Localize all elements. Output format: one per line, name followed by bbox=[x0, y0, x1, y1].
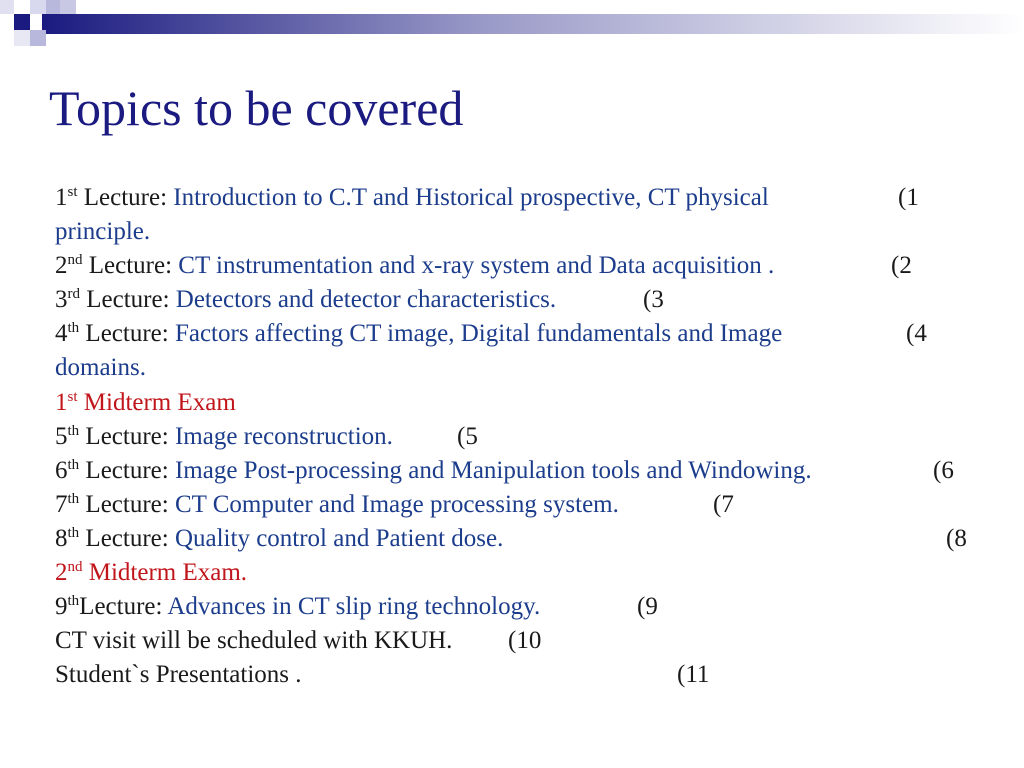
item-number: (5 bbox=[457, 423, 478, 450]
ordinal: 1 bbox=[55, 389, 68, 416]
header-square bbox=[14, 14, 30, 30]
item-number: (9 bbox=[637, 593, 658, 620]
header-square bbox=[30, 0, 46, 14]
header-decoration bbox=[0, 0, 1024, 64]
item-number: (11 bbox=[677, 661, 710, 688]
exam-label: Midterm Exam. bbox=[88, 559, 248, 586]
lecture-prefix: Lecture: bbox=[85, 423, 169, 450]
lecture-topic: CT instrumentation and x-ray system and Data acquisition . bbox=[178, 252, 775, 279]
lecture-topic: Detectors and detector characteristics. bbox=[175, 286, 557, 313]
lecture-topic: Advances in CT slip ring technology. bbox=[167, 593, 541, 620]
item-number: (3 bbox=[643, 286, 664, 313]
ordinal-suffix: th bbox=[67, 457, 80, 473]
lecture-prefix: Lecture: bbox=[79, 593, 163, 620]
midterm-exam-2 bbox=[55, 556, 247, 590]
lecture-line-3 bbox=[55, 283, 556, 317]
ordinal-suffix: nd bbox=[67, 559, 83, 575]
presentations-line: Student`s Presentations . bbox=[55, 661, 302, 688]
ordinal-suffix: th bbox=[67, 423, 80, 439]
ordinal: 6 bbox=[55, 457, 68, 484]
header-square bbox=[30, 30, 46, 46]
ordinal: 9 bbox=[55, 593, 68, 620]
ordinal-suffix: nd bbox=[67, 252, 83, 268]
midterm-exam-1 bbox=[55, 386, 236, 420]
ordinal-suffix: th bbox=[67, 320, 80, 336]
lecture-topic: CT Computer and Image processing system. bbox=[174, 491, 619, 518]
item-number: (7 bbox=[713, 491, 734, 518]
lecture-prefix: Lecture: bbox=[85, 457, 169, 484]
lecture-prefix: Lecture: bbox=[88, 252, 173, 279]
lecture-line-5 bbox=[55, 420, 393, 454]
lecture-prefix: Lecture: bbox=[85, 491, 169, 518]
item-number: (4 bbox=[906, 320, 927, 347]
lecture-topic: Introduction to C.T and Historical prospective, CT physical bbox=[173, 184, 769, 211]
item-number: (2 bbox=[891, 252, 912, 279]
lecture-line-2 bbox=[55, 249, 774, 283]
item-number: (1 bbox=[898, 184, 919, 211]
exam-label: Midterm Exam bbox=[83, 389, 236, 416]
lecture-line-9 bbox=[55, 590, 540, 624]
ordinal: 4 bbox=[55, 320, 68, 347]
ordinal-suffix: st bbox=[67, 389, 78, 405]
lecture-line-4-continuation: domains. bbox=[55, 354, 146, 381]
item-number: (10 bbox=[508, 627, 542, 654]
ordinal: 3 bbox=[55, 286, 68, 313]
slide-title: Topics to be covered bbox=[49, 80, 464, 136]
header-square bbox=[0, 0, 14, 14]
lecture-topic: Factors affecting CT image, Digital fundamentals and Image bbox=[174, 320, 783, 347]
ordinal: 5 bbox=[55, 423, 68, 450]
header-square bbox=[46, 0, 60, 14]
lecture-line-1 bbox=[55, 181, 769, 215]
header-square bbox=[60, 0, 76, 14]
lecture-line-8 bbox=[55, 522, 503, 556]
lecture-topic: Image reconstruction. bbox=[174, 423, 393, 450]
lecture-line-6 bbox=[55, 454, 812, 488]
lecture-topic: Image Post-processing and Manipulation tools and Windowing. bbox=[174, 457, 812, 484]
header-gradient-bar bbox=[42, 14, 1024, 34]
ordinal: 1 bbox=[55, 184, 68, 211]
item-number: (8 bbox=[946, 525, 967, 552]
ordinal: 8 bbox=[55, 525, 68, 552]
lecture-topic: Quality control and Patient dose. bbox=[174, 525, 504, 552]
lecture-line-4 bbox=[55, 317, 782, 351]
lecture-prefix: Lecture: bbox=[85, 320, 169, 347]
ordinal: 2 bbox=[55, 252, 68, 279]
ordinal-suffix: th bbox=[67, 491, 80, 507]
ordinal: 7 bbox=[55, 491, 68, 518]
ordinal-suffix: th bbox=[67, 593, 80, 609]
ordinal-suffix: st bbox=[67, 184, 78, 200]
ct-visit-line: CT visit will be scheduled with KKUH. bbox=[55, 627, 453, 654]
lecture-line-7 bbox=[55, 488, 619, 522]
ordinal: 2 bbox=[55, 559, 68, 586]
ordinal-suffix: rd bbox=[67, 286, 80, 302]
header-square bbox=[14, 30, 30, 46]
ordinal-suffix: th bbox=[67, 525, 80, 541]
lecture-prefix: Lecture: bbox=[85, 525, 169, 552]
lecture-prefix: Lecture: bbox=[86, 286, 170, 313]
item-number: (6 bbox=[933, 457, 954, 484]
lecture-line-1-continuation: principle. bbox=[55, 218, 151, 245]
lecture-prefix: Lecture: bbox=[83, 184, 168, 211]
